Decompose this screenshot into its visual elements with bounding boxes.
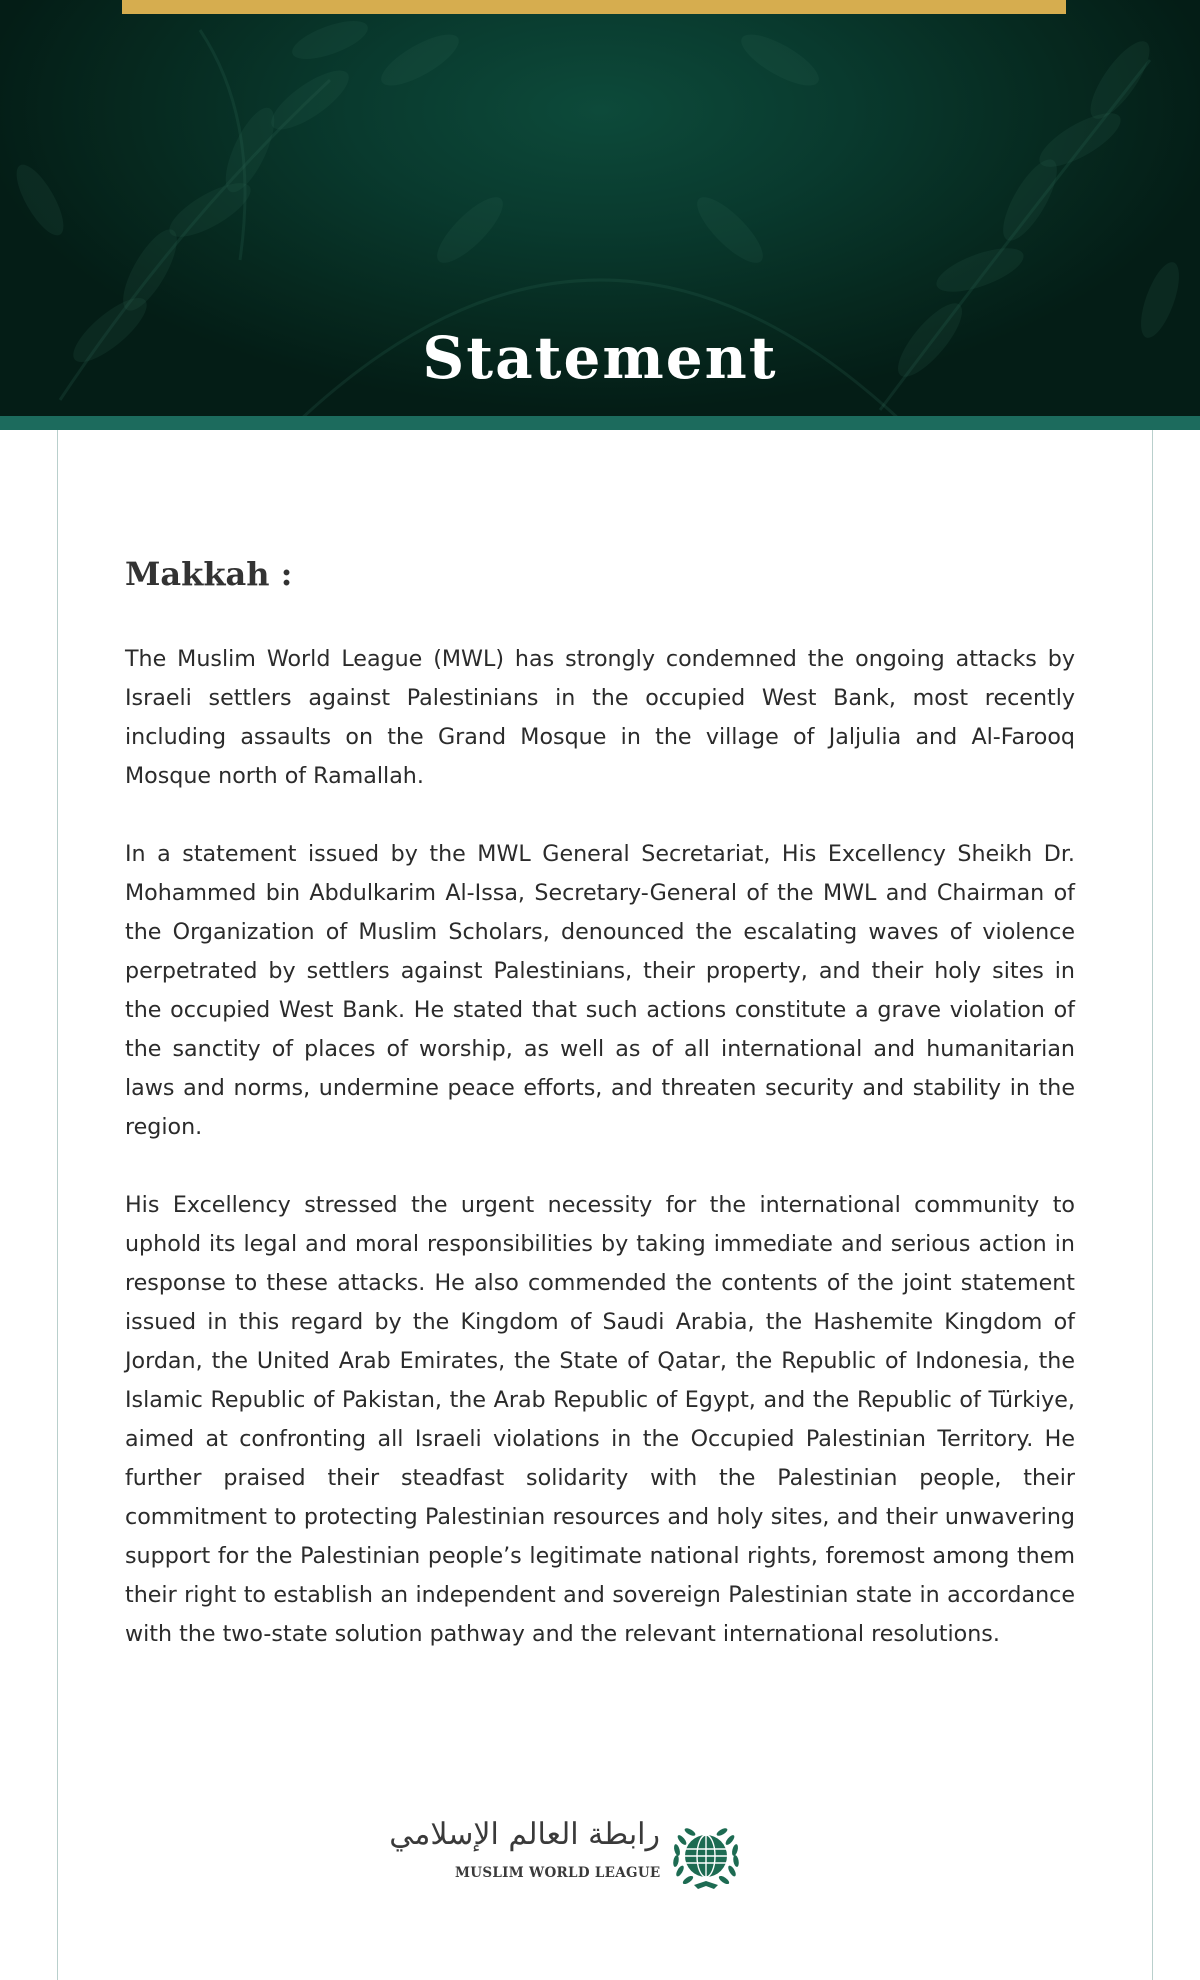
gold-accent-bar: [122, 0, 1066, 14]
page-title: Statement: [422, 323, 778, 392]
header-banner: [0, 0, 1200, 416]
header-divider-strip: [0, 416, 1200, 430]
logo-arabic-name: رابطة العالم الإسلامي: [389, 1817, 660, 1852]
article-paragraph: In a statement issued by the MWL General Secretariat, His Excellency Sheikh Dr. Mohammed bin Abdulkarim Al-Issa, Secretary-General of the MWL and Chairman of the Organization of Muslim Scholars, denounced the escalating waves of violence perpetrated by settlers against Palestinians, their property, and their holy sites in the occupied West Bank. He stated that such actions constitute a grave violation of the sanctity of places of worship, as well as of all international and humanitarian laws and norms, undermine peace efforts, and threaten security and stability in the region.: [125, 841, 1075, 1140]
dateline-location: Makkah :: [125, 555, 293, 593]
logo-english-name: MUSLIM WORLD LEAGUE: [455, 1865, 661, 1881]
mwl-logo: [389, 1815, 750, 1895]
article-paragraph: His Excellency stressed the urgent necessity for the international community to uphold its legal and moral responsibilities by taking immediate and serious action in response to these attacks. He also commended the contents of the joint statement issued in this regard by the Kingdom of Saudi Arabia, the Hashemite Kingdom of Jordan, the United Arab Emirates, the State of Qatar, the Republic of Indonesia, the Islamic Republic of Pakistan, the Arab Republic of Egypt, and the Republic of Türkiye, aimed at confronting all Israeli violations in the Occupied Palestinian Territory. He further praised their steadfast solidarity with the Palestinian people, their commitment to protecting Palestinian resources and holy sites, and their unwavering support for the Palestinian people’s legitimate national rights, foremost among them their right to establish an independent and sovereign Palestinian state in accordance with the two-state solution pathway and the relevant international resolutions.: [125, 1192, 1075, 1647]
article-body: [125, 640, 1075, 1693]
globe-wreath-emblem-icon: [668, 1819, 744, 1895]
article-paragraph: The Muslim World League (MWL) has strongly condemned the ongoing attacks by Israeli settlers against Palestinians in the occupied West Bank, most recently including assaults on the Grand Mosque in the village of Jaljulia and Al-Farooq Mosque north of Ramallah.: [125, 646, 1075, 789]
